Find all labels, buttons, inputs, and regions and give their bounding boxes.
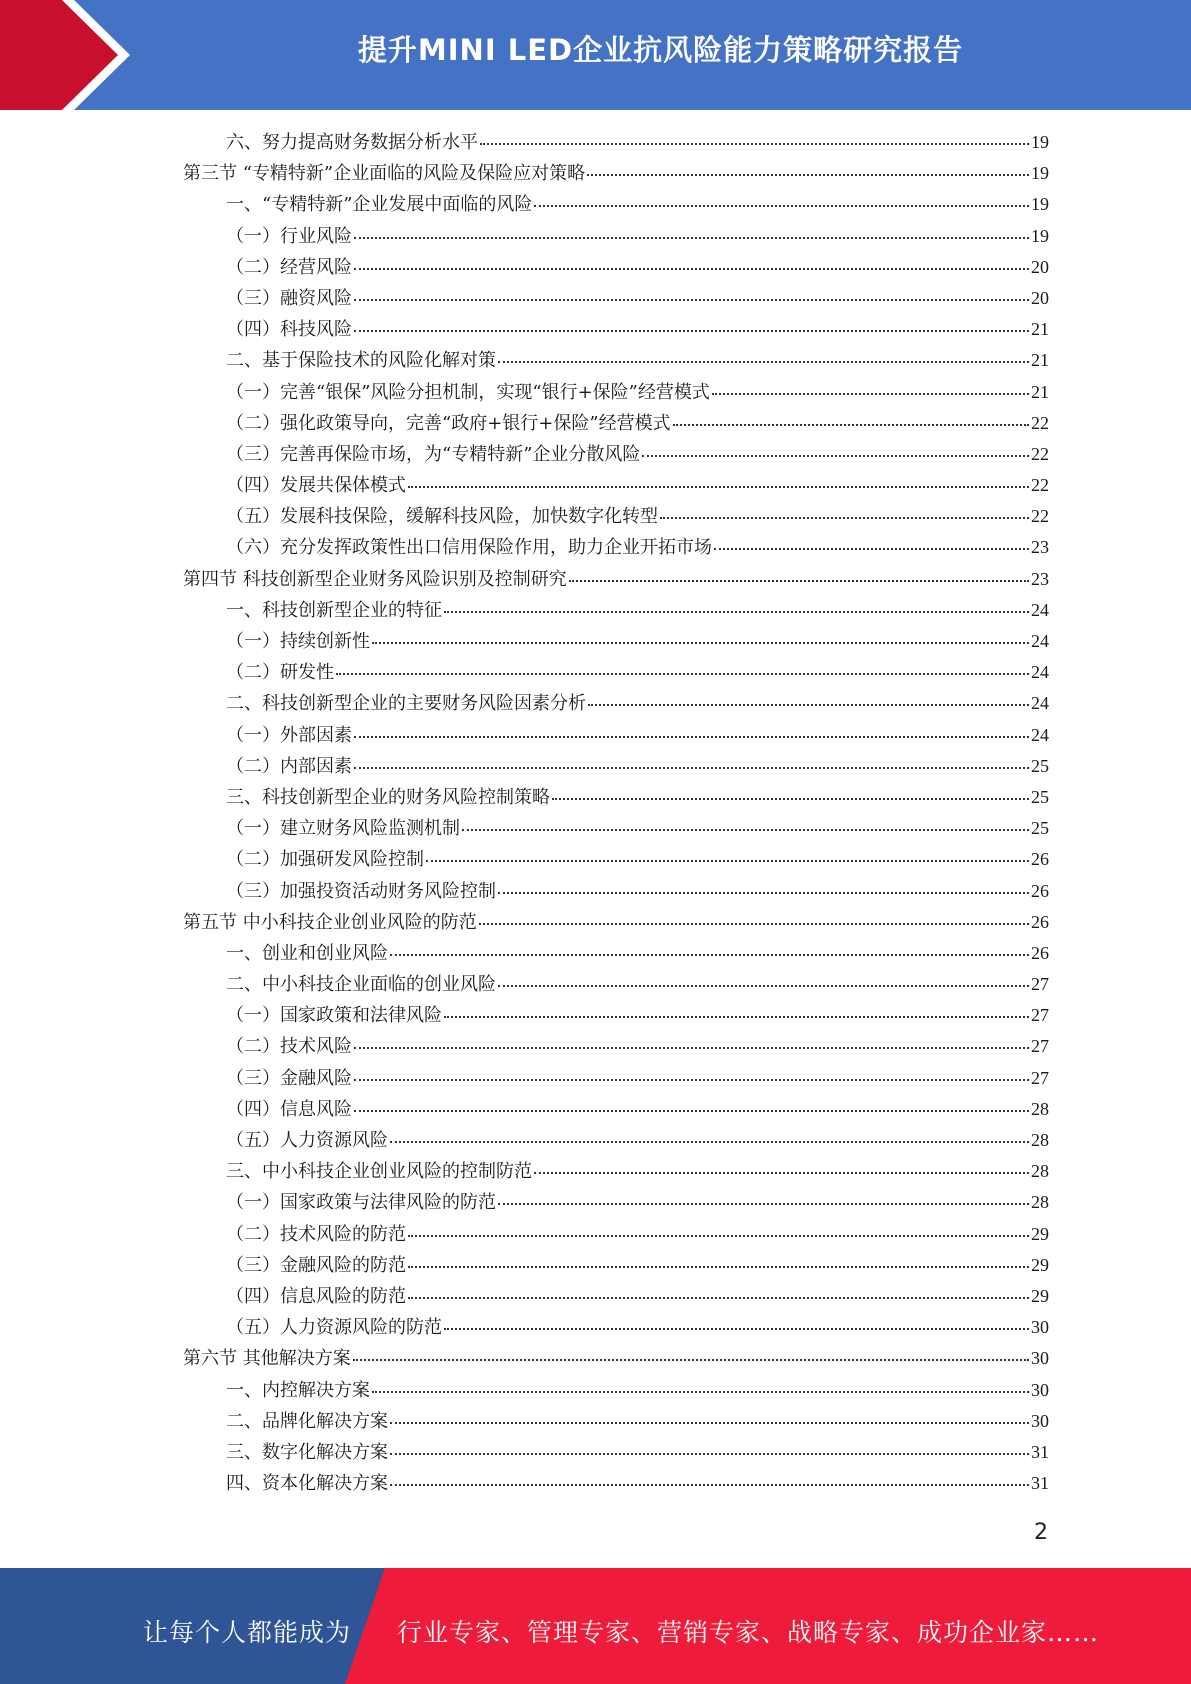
toc-entry-page: 19 <box>1031 132 1049 152</box>
toc-entry[interactable] <box>183 1095 1049 1126</box>
toc-entry-title: （一）国家政策与法律风险的防范 <box>226 1192 496 1214</box>
toc-entry-title: （二）内部因素 <box>226 755 352 777</box>
toc-entry-page: 24 <box>1031 662 1049 683</box>
toc-entry-title: （三）加强投资活动财务风险控制 <box>226 880 496 902</box>
toc-dot-leader <box>408 1265 1029 1268</box>
toc-dot-leader <box>588 703 1029 706</box>
toc-entry-title: （二）研发性 <box>226 662 334 684</box>
toc-entry-page: 21 <box>1031 350 1049 371</box>
toc-dot-leader <box>354 766 1029 769</box>
toc-entry[interactable] <box>183 845 1049 876</box>
toc-entry-page: 19 <box>1031 163 1049 184</box>
toc-entry-page: 24 <box>1031 693 1049 714</box>
toc-dot-leader <box>498 1202 1029 1205</box>
page-number: 2 <box>1034 1520 1048 1545</box>
toc-dot-leader <box>336 672 1029 675</box>
toc-entry-title: （一）国家政策和法律风险 <box>226 1005 442 1027</box>
toc-dot-leader <box>552 797 1029 800</box>
toc-entry-title: 第五节 中小科技企业创业风险的防范 <box>183 911 477 933</box>
toc-entry[interactable] <box>183 1344 1049 1375</box>
table-of-contents <box>183 128 1049 1500</box>
toc-dot-leader <box>534 1171 1029 1174</box>
toc-entry-page: 28 <box>1031 1161 1049 1182</box>
toc-dot-leader <box>712 392 1029 395</box>
toc-entry-title: 一、科技创新型企业的特征 <box>226 599 442 621</box>
toc-entry-title: （四）信息风险 <box>226 1098 352 1120</box>
toc-entry[interactable] <box>183 378 1049 409</box>
toc-entry-title: 二、基于保险技术的风险化解对策 <box>226 350 496 372</box>
toc-dot-leader <box>673 423 1029 426</box>
toc-dot-leader <box>354 1078 1029 1081</box>
toc-entry-page: 27 <box>1031 1036 1049 1057</box>
toc-entry-title: 一、“专精特新”企业发展中面临的风险 <box>226 194 533 216</box>
toc-entry[interactable] <box>183 908 1049 939</box>
toc-entry-page: 31 <box>1031 1473 1049 1494</box>
toc-entry[interactable] <box>183 970 1049 1001</box>
toc-entry-page: 20 <box>1031 287 1049 308</box>
toc-entry-title: （三）融资风险 <box>226 287 352 309</box>
toc-entry[interactable] <box>183 596 1049 627</box>
toc-entry-page: 27 <box>1031 1005 1049 1026</box>
toc-entry-title: （三）金融风险的防范 <box>226 1254 406 1276</box>
toc-entry-title: （二）加强研发风险控制 <box>226 849 424 871</box>
toc-entry[interactable] <box>183 939 1049 970</box>
toc-entry-title: 三、科技创新型企业的财务风险控制策略 <box>226 786 550 808</box>
toc-entry[interactable] <box>183 783 1049 814</box>
toc-entry[interactable] <box>183 1251 1049 1282</box>
toc-dot-leader <box>408 1234 1029 1237</box>
toc-entry-page: 27 <box>1031 974 1049 995</box>
toc-entry-page: 29 <box>1031 1285 1049 1306</box>
toc-entry-page: 23 <box>1031 568 1049 589</box>
toc-entry[interactable] <box>183 1469 1049 1500</box>
toc-entry[interactable] <box>183 1282 1049 1313</box>
toc-entry-page: 23 <box>1031 537 1049 558</box>
toc-entry-page: 30 <box>1031 1317 1049 1338</box>
toc-entry-title: 第四节 科技创新型企业财务风险识别及控制研究 <box>183 568 567 590</box>
toc-entry-title: 四、资本化解决方案 <box>226 1473 388 1495</box>
toc-entry-page: 25 <box>1031 786 1049 807</box>
toc-entry-title: （四）科技风险 <box>226 319 352 341</box>
toc-entry-page: 30 <box>1031 1410 1049 1431</box>
toc-dot-leader <box>354 329 1029 332</box>
toc-dot-leader <box>444 610 1029 613</box>
toc-dot-leader <box>354 236 1029 239</box>
toc-entry[interactable] <box>183 190 1049 221</box>
toc-entry[interactable] <box>183 1438 1049 1469</box>
toc-dot-leader <box>660 516 1029 519</box>
toc-entry[interactable] <box>183 346 1049 377</box>
footer-slogan-right: 行业专家、管理专家、营销专家、战略专家、成功企业家…… <box>397 1618 1100 1647</box>
toc-entry-title: 三、数字化解决方案 <box>226 1441 388 1463</box>
toc-entry[interactable] <box>183 533 1049 564</box>
toc-entry-page: 22 <box>1031 443 1049 464</box>
toc-entry-title: （一）完善“银保”风险分担机制，实现“银行+保险”经营模式 <box>226 381 710 403</box>
toc-entry-page: 29 <box>1031 1254 1049 1275</box>
toc-entry[interactable] <box>183 159 1049 190</box>
toc-entry[interactable] <box>183 1157 1049 1188</box>
toc-entry-page: 28 <box>1031 1130 1049 1150</box>
toc-entry-page: 19 <box>1031 225 1049 246</box>
toc-entry[interactable] <box>183 814 1049 845</box>
toc-entry-page: 21 <box>1031 381 1049 402</box>
toc-dot-leader <box>354 1109 1029 1112</box>
toc-entry-page: 26 <box>1031 911 1049 932</box>
toc-entry-title: 三、中小科技企业创业风险的控制防范 <box>226 1161 532 1183</box>
toc-entry-title: （一）建立财务风险监测机制 <box>226 818 460 840</box>
toc-dot-leader <box>372 641 1029 644</box>
toc-entry-page: 24 <box>1031 631 1049 651</box>
toc-entry[interactable] <box>183 1032 1049 1063</box>
toc-dot-leader <box>444 1327 1029 1330</box>
toc-entry-page: 22 <box>1031 506 1049 527</box>
toc-entry-title: （二）技术风险 <box>226 1036 352 1058</box>
toc-entry-page: 21 <box>1031 319 1049 340</box>
toc-entry[interactable] <box>183 1376 1049 1407</box>
toc-dot-leader <box>390 1452 1029 1455</box>
toc-entry[interactable] <box>183 440 1049 471</box>
toc-entry-page: 24 <box>1031 724 1049 745</box>
toc-dot-leader <box>569 579 1029 582</box>
toc-entry[interactable] <box>183 315 1049 346</box>
footer-slogan-left: 让每个人都能成为 <box>143 1618 352 1647</box>
toc-entry[interactable] <box>183 877 1049 908</box>
toc-entry-page: 27 <box>1031 1067 1049 1088</box>
toc-entry-title: 一、创业和创业风险 <box>226 942 388 964</box>
toc-entry[interactable] <box>183 1126 1049 1157</box>
toc-entry-page: 25 <box>1031 755 1049 776</box>
toc-entry[interactable] <box>183 253 1049 284</box>
toc-entry-title: 二、品牌化解决方案 <box>226 1410 388 1432</box>
toc-entry-title: （一）行业风险 <box>226 225 352 247</box>
toc-dot-leader <box>714 547 1029 550</box>
toc-entry-page: 19 <box>1031 194 1049 215</box>
toc-dot-leader <box>587 173 1029 176</box>
toc-dot-leader <box>353 1358 1029 1361</box>
toc-dot-leader <box>498 984 1029 987</box>
toc-entry-title: （二）技术风险的防范 <box>226 1223 406 1245</box>
toc-entry-title: （一）持续创新性 <box>226 631 370 652</box>
toc-entry[interactable] <box>183 1407 1049 1438</box>
toc-dot-leader <box>408 485 1029 488</box>
toc-entry[interactable] <box>183 222 1049 253</box>
toc-entry-page: 26 <box>1031 942 1049 963</box>
toc-entry[interactable] <box>183 1313 1049 1344</box>
toc-dot-leader <box>390 953 1029 956</box>
toc-entry[interactable] <box>183 1188 1049 1219</box>
toc-entry[interactable] <box>183 627 1049 658</box>
toc-dot-leader <box>354 267 1029 270</box>
toc-entry[interactable] <box>183 565 1049 596</box>
toc-dot-leader <box>426 859 1029 862</box>
toc-dot-leader <box>354 1046 1029 1049</box>
toc-dot-leader <box>390 1483 1029 1486</box>
toc-entry[interactable] <box>183 689 1049 720</box>
toc-dot-leader <box>642 454 1029 457</box>
toc-entry[interactable] <box>183 471 1049 502</box>
toc-entry-page: 29 <box>1031 1223 1049 1244</box>
toc-dot-leader <box>444 1015 1029 1018</box>
toc-entry-title: （四）发展共保体模式 <box>226 475 406 497</box>
page-header <box>0 0 1191 110</box>
report-title: 提升MINI LED企业抗风险能力策略研究报告 <box>357 33 964 67</box>
toc-entry-title: 二、科技创新型企业的主要财务风险因素分析 <box>226 693 586 715</box>
toc-entry[interactable] <box>183 1220 1049 1251</box>
toc-entry-page: 25 <box>1031 818 1049 839</box>
toc-dot-leader <box>354 298 1029 301</box>
toc-entry-page: 24 <box>1031 599 1049 620</box>
toc-entry-title: （三）完善再保险市场，为“专精特新”企业分散风险 <box>226 443 641 465</box>
toc-entry-title: （三）金融风险 <box>226 1067 352 1089</box>
page-footer <box>0 1568 1191 1684</box>
toc-entry-title: 二、中小科技企业面临的创业风险 <box>226 974 496 996</box>
toc-entry[interactable] <box>183 752 1049 783</box>
toc-entry-title: （五）人力资源风险 <box>226 1130 388 1151</box>
toc-entry-title: （五）人力资源风险的防范 <box>226 1317 442 1339</box>
toc-entry-page: 26 <box>1031 880 1049 901</box>
toc-entry-title: 第六节 其他解决方案 <box>183 1348 351 1370</box>
toc-entry-title: 第三节 “专精特新”企业面临的风险及保险应对策略 <box>183 163 586 185</box>
toc-entry-title: 六、努力提高财务数据分析水平 <box>226 132 478 153</box>
toc-dot-leader <box>498 360 1029 363</box>
toc-entry-page: 30 <box>1031 1379 1049 1400</box>
toc-dot-leader <box>498 891 1029 894</box>
toc-dot-leader <box>462 828 1029 831</box>
toc-dot-leader <box>390 1140 1029 1143</box>
toc-entry[interactable] <box>183 284 1049 315</box>
toc-entry[interactable] <box>183 1064 1049 1095</box>
toc-entry[interactable] <box>183 721 1049 752</box>
toc-entry-page: 26 <box>1031 849 1049 870</box>
toc-dot-leader <box>479 922 1029 925</box>
toc-entry-title: （六）充分发挥政策性出口信用保险作用，助力企业开拓市场 <box>226 537 712 559</box>
toc-entry[interactable] <box>183 409 1049 440</box>
toc-entry[interactable] <box>183 128 1049 159</box>
toc-entry[interactable] <box>183 502 1049 533</box>
toc-entry-page: 28 <box>1031 1098 1049 1119</box>
toc-entry-title: （二）经营风险 <box>226 256 352 278</box>
toc-dot-leader <box>534 204 1029 207</box>
toc-entry-title: （四）信息风险的防范 <box>226 1285 406 1307</box>
toc-entry-page: 20 <box>1031 256 1049 277</box>
toc-entry-page: 31 <box>1031 1441 1049 1462</box>
toc-dot-leader <box>408 1296 1029 1299</box>
toc-dot-leader <box>354 735 1029 738</box>
toc-entry-title: （一）外部因素 <box>226 724 352 746</box>
toc-entry-title: （二）强化政策导向，完善“政府+银行+保险”经营模式 <box>226 412 671 434</box>
toc-entry[interactable] <box>183 1001 1049 1032</box>
toc-dot-leader <box>480 142 1029 145</box>
toc-entry[interactable] <box>183 658 1049 689</box>
toc-entry-page: 30 <box>1031 1348 1049 1369</box>
toc-dot-leader <box>390 1421 1029 1424</box>
toc-entry-title: （五）发展科技保险，缓解科技风险，加快数字化转型 <box>226 506 658 528</box>
toc-dot-leader <box>372 1390 1029 1393</box>
toc-entry-page: 22 <box>1031 475 1049 496</box>
toc-entry-page: 28 <box>1031 1192 1049 1213</box>
toc-entry-title: 一、内控解决方案 <box>226 1379 370 1401</box>
toc-entry-page: 22 <box>1031 412 1049 433</box>
